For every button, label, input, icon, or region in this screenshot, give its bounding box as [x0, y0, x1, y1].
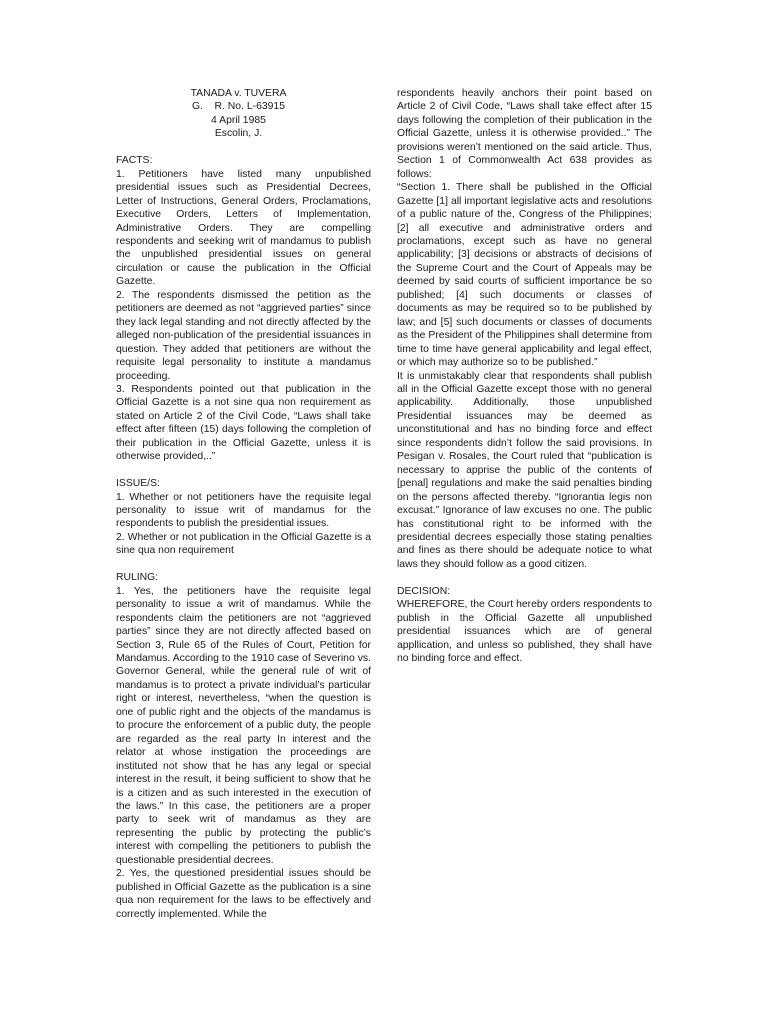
facts-heading: FACTS: — [116, 155, 153, 167]
decision-date: 4 April 1985 — [211, 114, 266, 126]
issues-heading: ISSUE/S: — [116, 478, 160, 490]
gr-number: G. R. No. L-63915 — [192, 101, 285, 113]
case-header — [116, 87, 371, 141]
case-title: TANADA v. TUVERA — [190, 88, 287, 99]
decision-heading: DECISION: — [397, 585, 451, 597]
ruling-item-1: 1. Yes, the petitioners have the requisite legal personality to issue a writ of mandamus. While the respondents claim the petitioners are not “aggrieved parties” since they are not directly affected based on Section 3, Rule 65 of the Rules of Court, Petition for Mandamus. According to the 1910 case of Severino vs. Governor General, while the general rule of writ of mandamus is to protect a private individual’s particular right or interest, nevertheless, “when the question is one of public right and the objects of the mandamus is to procure the enforcement of a public duty, the people are regarded as the real party In interest and the relator at whose instigation the proceedings are instituted not show that he has any legal or special interest in the result, it being sufficient to show that he is a citizen and as such interested in the execution of the laws.” In this case, the petitioners are a proper party to seek writ of mandamus as they are representing the public by protecting the public’s interest with compelling the petitioners to publish the questionable presidential decrees. — [116, 585, 371, 866]
commonwealth-act-quote: “Section 1. There shall be published in the Official Gazette [1] all important legislative acts and resolutions of a public nature of the, Congress of the Philippines; [2] all executive and administrative orders and proclamations, except such as have no general applicability; [3] decisions or abstracts of decisions of the Supreme Court and the Court of Appeals may be deemed by said courts of sufficient importance be so published; [4] such documents or classes of documents as may be required so to be published by law; and [5] such documents or classes of documents as the President of the Philippines shall determine from time to time have general applicability and legal effect, or which may authorize so to be published.” — [397, 182, 652, 369]
facts-item-1: 1. Petitioners have listed many unpublished presidential issues such as Presidential Decrees, Letter of Instructions, General Orders, Proclamations, Executive Orders, Letters of Implementation, Administrative Orders. They are compelling respondents and seeking writ of mandamus to publish the unpublished presidential issues on general circulation or cause the publication in the Official Gazette. — [116, 168, 371, 288]
facts-item-2: 2. The respondents dismissed the petition as the petitioners are deemed as not “aggrieved parties” since they lack legal standing and not directly affected by the alleged non-publication of the presidential issuances in question. They added that petitioners are without the requisite legal personality to institute a mandamus proceeding. — [116, 289, 371, 382]
issue-item-1: 1. Whether or not petitioners have the requisite legal personality to issue writ of mandamus for the respondents to publish the presidential issues. — [116, 491, 371, 530]
issue-item-2: 2. Whether or not publication in the Official Gazette is a sine qua non requirement — [116, 531, 371, 557]
ruling-item-2-start: 2. Yes, the questioned presidential issues should be published in Official Gazette as the publication is a sine qua non requirement for the laws to be effectively and correctly implemented. While the — [116, 868, 371, 920]
facts-item-3: 3. Respondents pointed out that publication in the Official Gazette is a not sine qua non requirement as stated on Article 2 of the Civil Code, “Laws shall take effect after fifteen (15) days following the completion of their publication in the Official Gazette, unless it is otherwise provided,..” — [116, 383, 371, 463]
left-column — [116, 87, 371, 921]
ruling-item-2-continued: respondents heavily anchors their point based on Article 2 of Civil Code, “Laws shall take effect after 15 days following the completion of their publication in the Official Gazette, unless it is otherwise provided..” The provisions weren’t mentioned on the said article. Thus, Section 1 of Commonwealth Act 638 provides as follows: — [397, 88, 652, 180]
ruling-heading: RULING: — [116, 572, 159, 584]
decision-text: WHEREFORE, the Court hereby orders respondents to publish in the Official Gazette all unpublished presidential issuances which are of general appllication, and unless so published, they shall have no binding force and effect. — [397, 599, 652, 665]
ponente: Escolin, J. — [214, 128, 263, 140]
right-column — [397, 87, 652, 665]
ruling-conclusion: It is unmistakably clear that respondents shall publish all in the Official Gazette except those with no general applicability. Additionally, those unpublished Presidential issuances may be deemed as unconstitutional and has no binding force and effect since respondents didn’t follow the said provisions. In Pesigan v. Rosales, the Court ruled that “publication is necessary to apprise the public of the contents of [penal] regulations and make the said penalties binding on the persons affected thereby. “Ignorantia legis non excusat.” Ignorance of law excuses no one. The public has constitutional right to be informed with the presidential decrees especially those stating penalties and fines as there should be adequate notice to what laws they should follow as a good citizen. — [397, 370, 652, 570]
